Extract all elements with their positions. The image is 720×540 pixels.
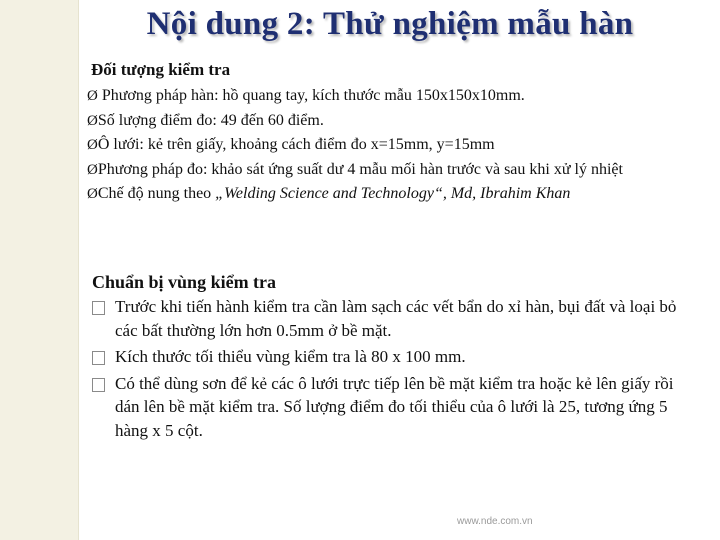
list-item bbox=[92, 372, 692, 443]
list-item-text: Phương pháp đo: khảo sát ứng suất dư 4 mẫu mối hàn trước và sau khi xử lý nhiệt bbox=[97, 160, 623, 178]
left-decorative-band bbox=[0, 0, 79, 540]
prepare-area-section bbox=[92, 271, 692, 445]
arrow-bullet-icon: Ø bbox=[87, 88, 98, 104]
arrow-bullet-icon: Ø bbox=[87, 137, 98, 153]
arrow-bullet-icon: Ø bbox=[87, 112, 98, 129]
arrow-bullet-icon: Ø bbox=[87, 186, 98, 202]
prepare-area-list bbox=[92, 295, 692, 442]
reference-citation: „Welding Science and Technology“, Md, Ibrahim Khan bbox=[215, 185, 571, 202]
list-item-text: Kích thước tối thiểu vùng kiểm tra là 80 x 100 mm. bbox=[115, 347, 466, 366]
square-bullet-icon bbox=[92, 378, 105, 392]
slide-title: Nội dung 2: Thử nghiệm mẫu hàn bbox=[146, 6, 634, 42]
square-bullet-icon bbox=[92, 351, 105, 365]
list-item bbox=[92, 345, 692, 369]
list-item-text: Có thể dùng sơn để kẻ các ô lưới trực tiếp lên bề mặt kiểm tra hoặc kẻ lên giấy rồi dán lên bề mặt kiểm tra. Số lượng điểm đo tối thiểu của ô lưới là 25, tương ứng 5 hàng x 5 cột. bbox=[115, 373, 674, 440]
inspection-object-list bbox=[87, 84, 697, 207]
arrow-bullet-icon: Ø bbox=[87, 161, 98, 178]
list-item-text: Ô lưới: kẻ trên giấy, khoảng cách điểm đo x=15mm, y=15mm bbox=[97, 136, 495, 153]
list-item-text: Phương pháp hàn: hồ quang tay, kích thước mẫu 150x150x10mm. bbox=[97, 87, 525, 104]
list-item bbox=[87, 84, 697, 109]
inspection-object-section bbox=[87, 60, 697, 207]
list-item bbox=[87, 109, 697, 134]
section-heading: Chuẩn bị vùng kiểm tra bbox=[92, 272, 277, 292]
list-item-text: Trước khi tiến hành kiểm tra cần làm sạch các vết bẩn do xỉ hàn, bụi đất và loại bỏ các bất thường lớn hơn 0.5mm ở bề mặt. bbox=[115, 297, 677, 340]
list-item bbox=[92, 295, 692, 342]
list-item bbox=[87, 158, 697, 183]
list-item bbox=[87, 182, 697, 207]
list-item-text: Chế độ nung theo bbox=[97, 185, 216, 202]
square-bullet-icon bbox=[92, 301, 105, 315]
list-item bbox=[87, 133, 697, 158]
section-heading: Đối tượng kiểm tra bbox=[91, 60, 231, 79]
footer-website-link[interactable]: www.nde.com.vn bbox=[457, 516, 533, 527]
list-item-text: Số lượng điểm đo: 49 đến 60 điểm. bbox=[97, 111, 324, 129]
